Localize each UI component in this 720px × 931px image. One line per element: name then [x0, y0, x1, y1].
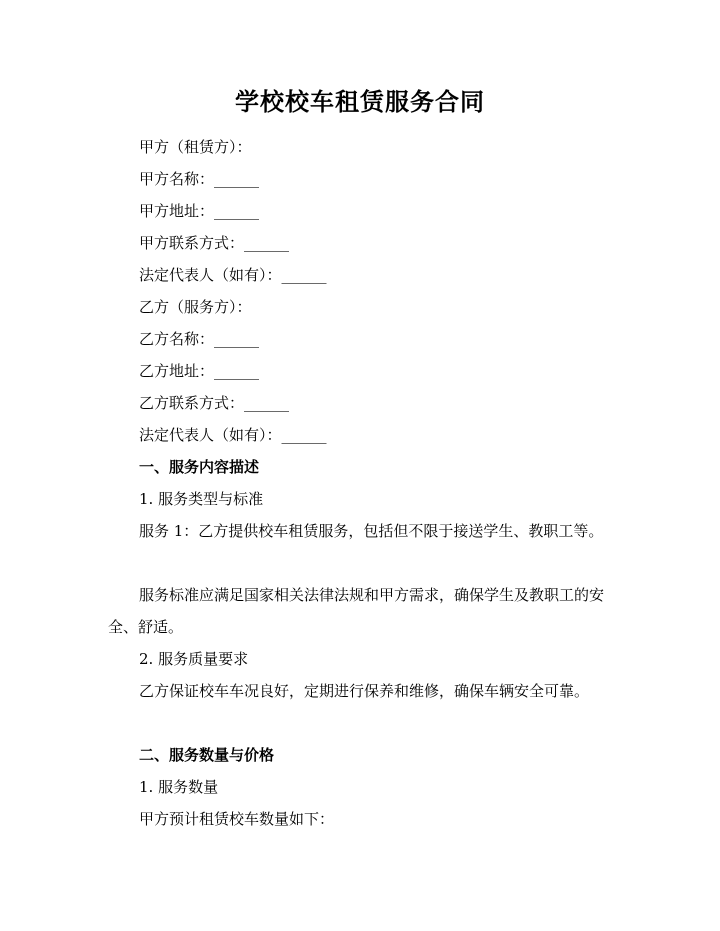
party-a-address: 甲方地址：______: [139, 202, 260, 220]
party-b-address: 乙方地址：______: [139, 362, 260, 380]
section-2-heading: 二、服务数量与价格: [139, 746, 275, 764]
party-b-representative: 法定代表人（如有）：______: [139, 426, 327, 444]
section-2-paragraph-1: 甲方预计租赁校车数量如下：: [139, 810, 335, 828]
section-1-paragraph-3: 乙方保证校车车况良好，定期进行保养和维修，确保车辆安全可靠。: [139, 682, 590, 700]
party-a-name: 甲方名称：______: [139, 170, 260, 188]
section-1-heading: 一、服务内容描述: [139, 458, 260, 476]
party-b-heading: 乙方（服务方）：: [139, 298, 252, 316]
party-a-contact: 甲方联系方式：______: [139, 234, 290, 252]
party-a-heading: 甲方（租赁方）：: [139, 138, 252, 156]
section-1-sub-2: 2. 服务质量要求: [139, 650, 249, 668]
section-1-paragraph-1: 服务 1：乙方提供校车租赁服务，包括但不限于接送学生、教职工等。: [139, 522, 604, 540]
section-2-sub-1: 1. 服务数量: [139, 778, 219, 796]
party-b-contact: 乙方联系方式：______: [139, 394, 290, 412]
section-1-paragraph-2: 服务标准应满足国家相关法律法规和甲方需求，确保学生及教职工的安全、舒适。: [108, 586, 605, 636]
section-1-sub-1: 1. 服务类型与标准: [139, 490, 264, 508]
party-a-representative: 法定代表人（如有）：______: [139, 266, 327, 284]
document-title: 学校校车租赁服务合同: [235, 88, 485, 116]
party-b-name: 乙方名称：______: [139, 330, 260, 348]
